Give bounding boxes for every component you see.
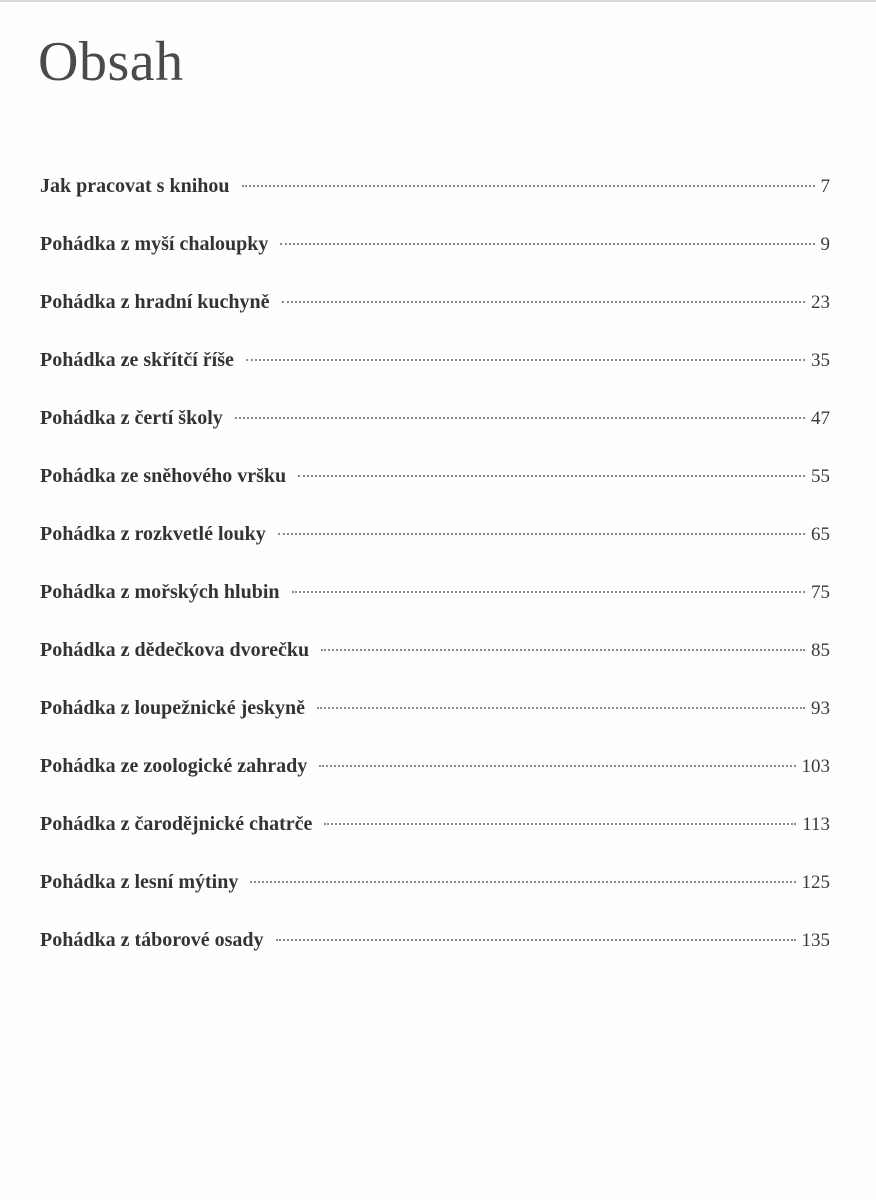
dot-leader [250,881,795,883]
toc-entry-title: Pohádka z hradní kuchyně [40,291,270,313]
toc-entry-page-number: 55 [811,466,830,487]
toc-entry-title: Pohádka z rozkvetlé louky [40,523,266,545]
toc-entry-title: Pohádka z čertí školy [40,407,223,429]
dot-leader [276,939,796,941]
toc-entry [40,751,830,809]
toc-entry [40,925,830,983]
dot-leader [282,301,805,303]
toc-entry-title: Pohádka ze zoologické zahrady [40,755,308,777]
dot-leader [280,243,814,245]
toc-entry-title: Pohádka z loupežnické jeskyně [40,697,306,719]
toc-entry [40,171,830,229]
dot-leader [292,591,805,593]
toc-entry-page-number: 23 [811,292,830,313]
toc-entry-title: Pohádka z myší chaloupky [40,233,269,255]
dot-leader [319,765,795,767]
toc-entry-title: Pohádka z dědečkova dvorečku [40,639,310,661]
dot-leader [298,475,805,477]
dot-leader [246,359,805,361]
toc-entry-page-number: 75 [811,582,830,603]
toc-entry-page-number: 125 [801,872,830,893]
toc-entry-page-number: 9 [820,234,830,255]
toc-entry-page-number: 7 [820,176,830,197]
toc-entry [40,345,830,403]
toc-entry [40,403,830,461]
toc-entry-title: Pohádka z táborové osady [40,929,264,951]
toc-entry-title: Pohádka z mořských hlubin [40,581,280,603]
toc-entry [40,287,830,345]
toc-entry [40,867,830,925]
toc-entry-title: Pohádka ze skřítčí říše [40,349,234,371]
toc-entry-title: Pohádka z čarodějnické chatrče [40,813,313,835]
toc-entry-page-number: 47 [811,408,830,429]
dot-leader [324,823,796,825]
toc-entry-page-number: 85 [811,640,830,661]
page-title: Obsah [38,31,184,93]
toc-entry-page-number: 65 [811,524,830,545]
toc-entry-page-number: 103 [801,756,830,777]
dot-leader [242,185,815,187]
toc-entry [40,577,830,635]
toc-entry-title: Pohádka z lesní mýtiny [40,871,239,893]
toc-entry-page-number: 113 [802,814,830,835]
page-edge-line [0,0,876,2]
toc-entry [40,229,830,287]
toc-entry-title: Pohádka ze sněhového vršku [40,465,287,487]
toc-entry-page-number: 135 [801,930,830,951]
toc-entry [40,635,830,693]
table-of-contents [40,171,830,983]
toc-entry-title: Jak pracovat s knihou [40,175,230,197]
toc-entry-page-number: 93 [811,698,830,719]
dot-leader [317,707,805,709]
toc-entry [40,519,830,577]
toc-entry [40,461,830,519]
dot-leader [235,417,805,419]
toc-entry [40,693,830,751]
toc-entry-page-number: 35 [811,350,830,371]
dot-leader [278,533,805,535]
dot-leader [321,649,805,651]
toc-entry [40,809,830,867]
